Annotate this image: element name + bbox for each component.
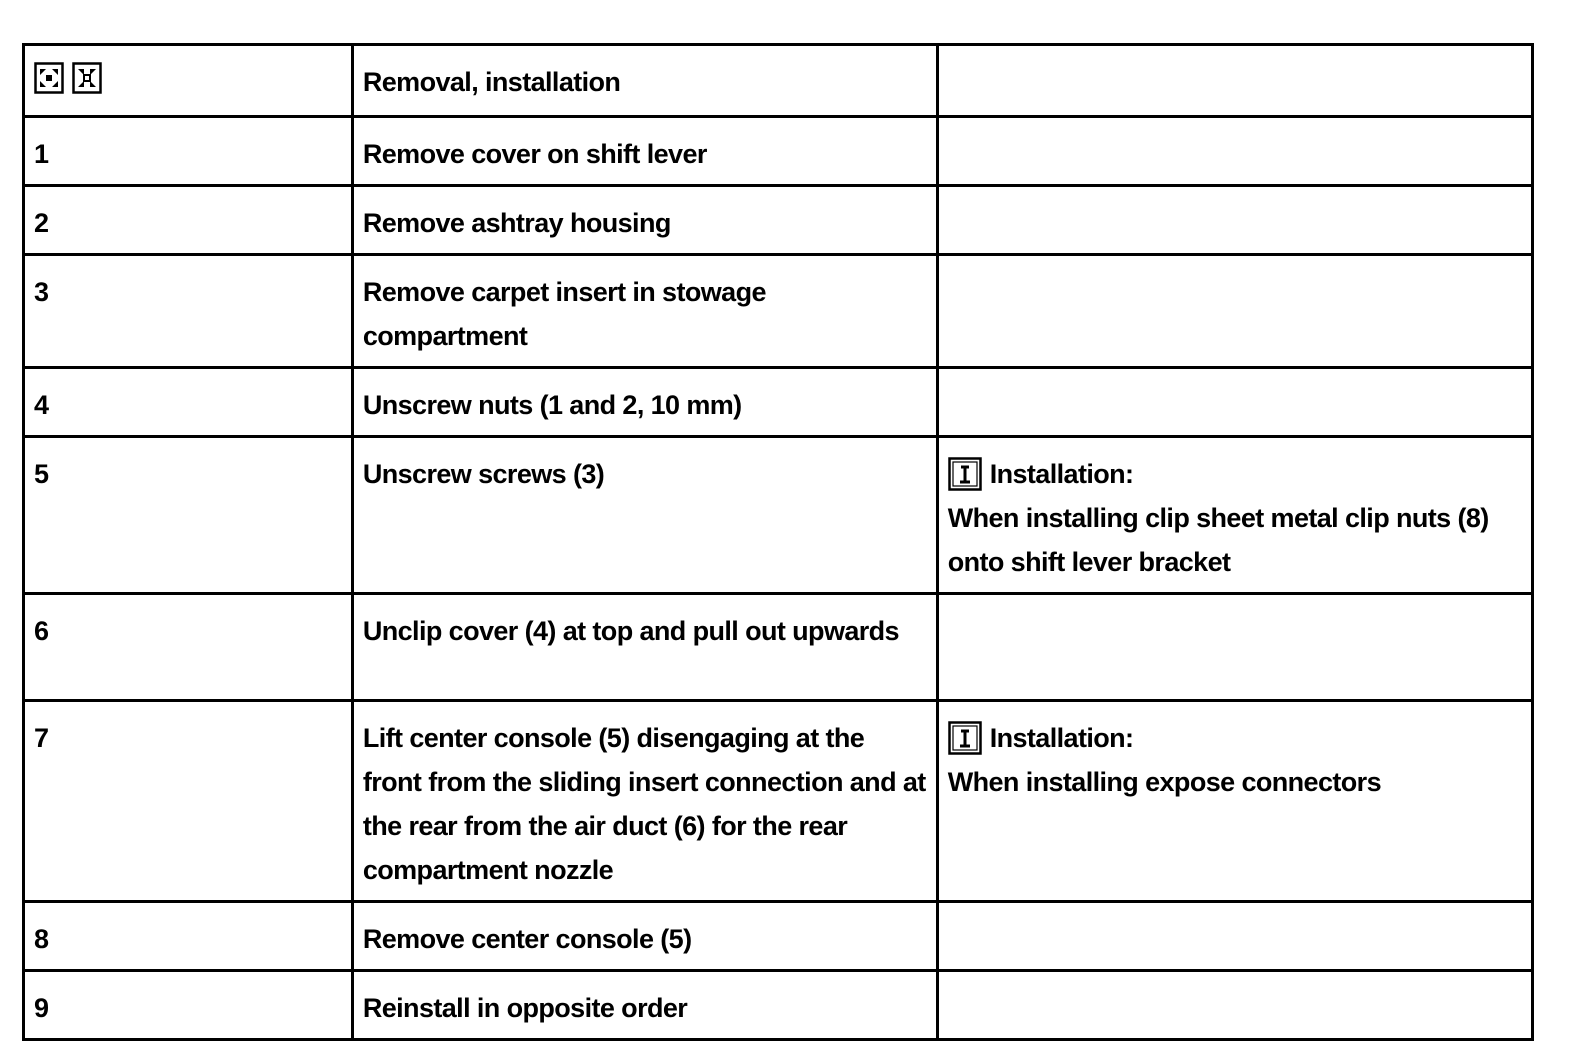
table-row bbox=[24, 117, 1533, 186]
header-icons bbox=[34, 62, 102, 94]
step-number: 9 bbox=[24, 971, 353, 1040]
step-action: Unclip cover (4) at top and pull out upwards bbox=[352, 594, 937, 701]
info-icon bbox=[948, 457, 982, 491]
step-action: Remove carpet insert in stowage compartment bbox=[352, 255, 937, 368]
note-heading bbox=[948, 716, 1523, 760]
note-text: When installing expose connectors bbox=[947, 767, 1381, 797]
note-heading bbox=[948, 452, 1523, 496]
step-number: 6 bbox=[24, 594, 353, 701]
table-row bbox=[24, 186, 1533, 255]
step-action: Unscrew nuts (1 and 2, 10 mm) bbox=[352, 368, 937, 437]
step-note bbox=[937, 971, 1532, 1040]
step-note bbox=[937, 701, 1532, 902]
step-number: 8 bbox=[24, 902, 353, 971]
table-row bbox=[24, 437, 1533, 594]
header-note bbox=[937, 45, 1532, 117]
table-row bbox=[24, 902, 1533, 971]
note-label: Installation: bbox=[989, 723, 1134, 753]
procedure-table bbox=[22, 43, 1534, 1041]
table-row bbox=[24, 368, 1533, 437]
remove-tool-icon bbox=[34, 62, 64, 94]
step-number: 4 bbox=[24, 368, 353, 437]
step-action: Remove ashtray housing bbox=[352, 186, 937, 255]
step-note bbox=[937, 186, 1532, 255]
step-number: 5 bbox=[24, 437, 353, 594]
table-row bbox=[24, 255, 1533, 368]
step-number: 1 bbox=[24, 117, 353, 186]
step-note bbox=[937, 117, 1532, 186]
table-row bbox=[24, 971, 1533, 1040]
install-tool-icon bbox=[72, 62, 102, 94]
step-note bbox=[937, 594, 1532, 701]
header-icons-cell bbox=[24, 45, 353, 117]
header-title: Removal, installation bbox=[352, 45, 937, 117]
step-number: 2 bbox=[24, 186, 353, 255]
step-number: 3 bbox=[24, 255, 353, 368]
step-action: Remove cover on shift lever bbox=[352, 117, 937, 186]
step-note bbox=[937, 368, 1532, 437]
table-row bbox=[24, 701, 1533, 902]
step-note bbox=[937, 437, 1532, 594]
note-text: When installing clip sheet metal clip nuts (8) onto shift lever bracket bbox=[947, 503, 1489, 577]
step-note bbox=[937, 255, 1532, 368]
table-row bbox=[24, 594, 1533, 701]
step-action: Reinstall in opposite order bbox=[352, 971, 937, 1040]
info-icon bbox=[948, 721, 982, 755]
step-action: Lift center console (5) disengaging at the front from the sliding insert connection and at the rear from the air duct (6) for the rear compartment nozzle bbox=[352, 701, 937, 902]
step-note bbox=[937, 902, 1532, 971]
step-action: Remove center console (5) bbox=[352, 902, 937, 971]
note-label: Installation: bbox=[989, 459, 1134, 489]
table-header-row bbox=[24, 45, 1533, 117]
step-action: Unscrew screws (3) bbox=[352, 437, 937, 594]
step-number: 7 bbox=[24, 701, 353, 902]
